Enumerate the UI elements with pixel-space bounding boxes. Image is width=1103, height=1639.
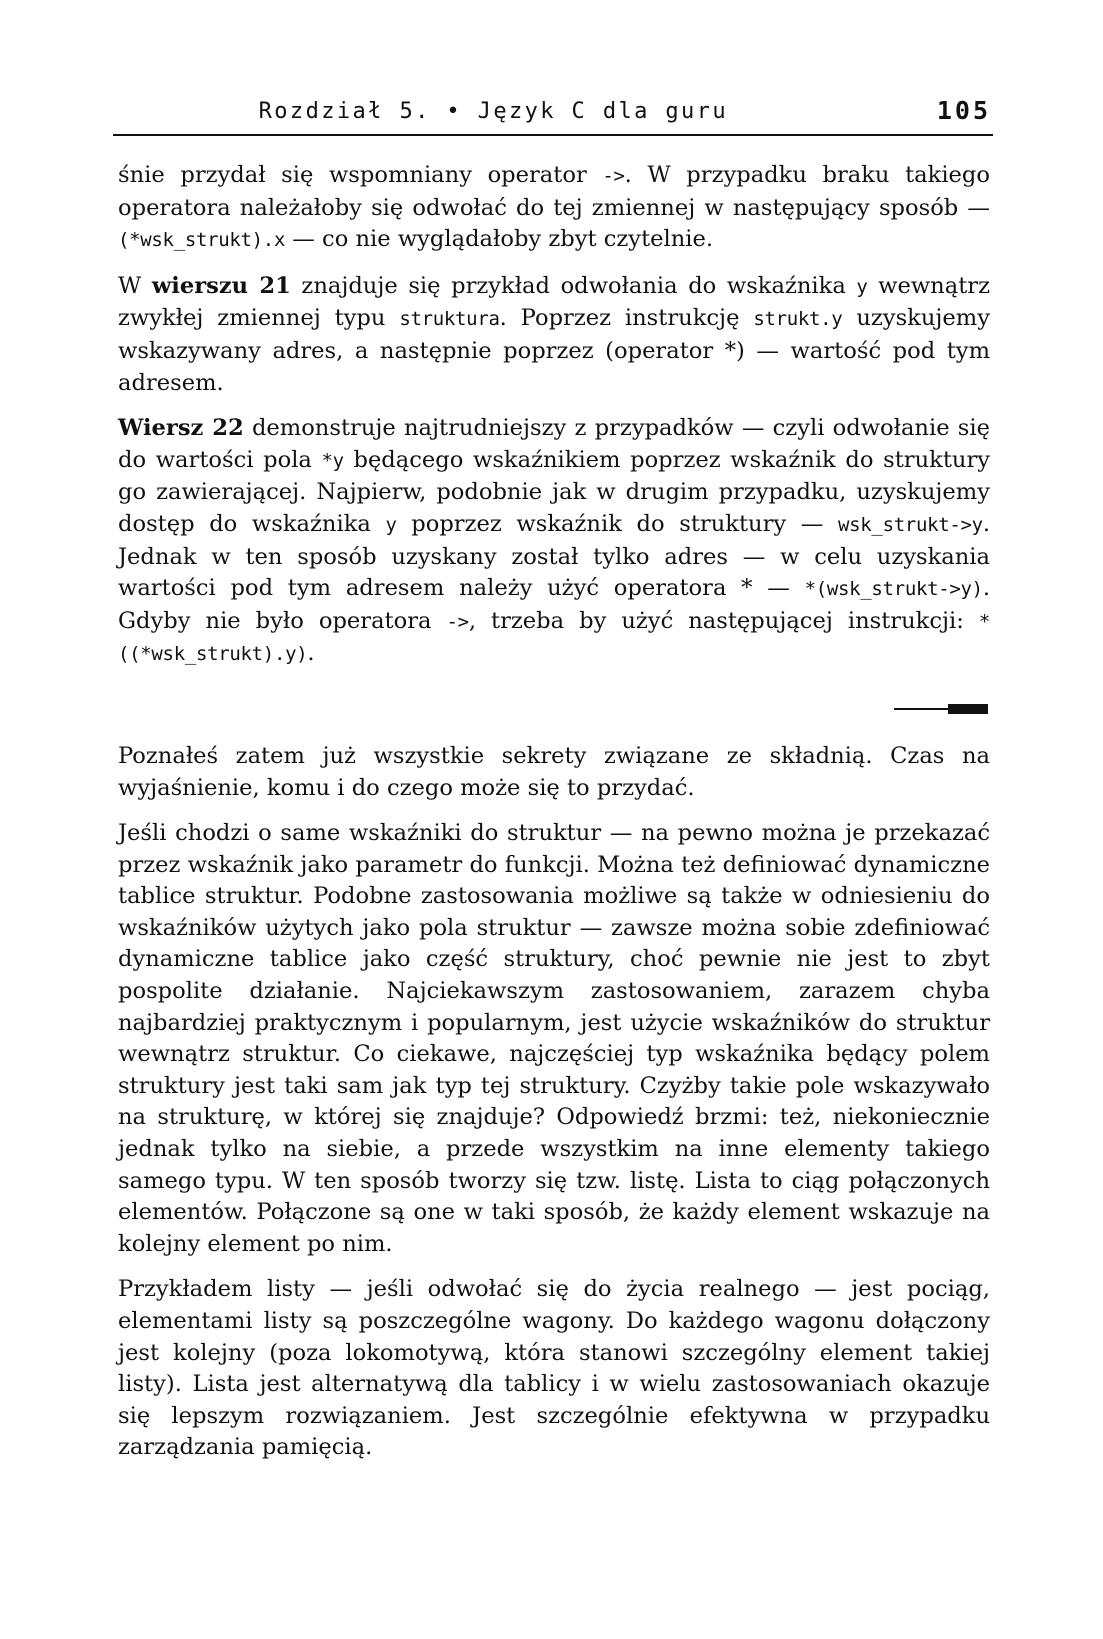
text-run: W xyxy=(118,272,152,299)
text-run: , trzeba by użyć następującej instrukcji: xyxy=(468,607,979,634)
inline-code: -> xyxy=(446,610,469,633)
end-marker-line xyxy=(894,708,948,710)
section-end-marker xyxy=(118,685,990,735)
body-text xyxy=(118,160,990,1478)
text-run: . Poprzez instrukcję xyxy=(499,305,754,332)
text-run: znajduje się przykład odwołania do wskaźnika xyxy=(290,272,857,299)
inline-code: *(wsk_strukt->y) xyxy=(804,578,983,601)
inline-code: -> xyxy=(602,165,625,187)
text-run: będącego wskaźnikiem poprzez wskaźnik do struktury go zawierającej. Najpierw, podobnie jak w drugim przypadku, uzyskujemy dostęp do wskaźnika xyxy=(118,446,991,537)
inline-code: strukt.y xyxy=(753,308,843,331)
text-run: — co nie wyglądałoby zbyt czytelnie. xyxy=(285,226,714,253)
end-marker-block xyxy=(948,704,988,714)
inline-code: *((*wsk_strukt).y) xyxy=(118,610,990,666)
text-run: wewnątrz zwykłej zmiennej typu xyxy=(118,272,990,332)
paragraph-line-22 xyxy=(118,413,990,671)
inline-code: wsk_strukt->y xyxy=(838,513,983,536)
paragraph-line-21 xyxy=(118,271,990,399)
text-run: . Jednak w ten sposób uzyskany został tylko adres — w celu uzyskania wartości pod tym adresem należy użyć operatora * — xyxy=(118,510,991,602)
text-run: poprzez wskaźnik do struktury — xyxy=(396,510,839,537)
paragraph-operator-arrow xyxy=(118,160,990,257)
text-run: . xyxy=(307,640,315,667)
page-number: 105 xyxy=(936,96,991,125)
inline-code: *y xyxy=(321,449,344,472)
chapter-title: Rozdział 5. • Język C dla guru xyxy=(258,99,728,124)
inline-code: struktura xyxy=(399,308,500,331)
paragraph-struct-pointers: Jeśli chodzi o same wskaźniki do struktur — na pewno można je przekazać przez wskaźnik jako parametr do funkcji. Można też definiować dynamiczne tablice struktur. Podobne zastosowania możliwe są także w odniesieniu do wskaźników użytych jako pola struktur — zawsze można sobie zdefiniować dynamiczne tablice jako część struktury, choć pewnie nie jest to zbyt pospolite działanie. Najciekawszym zastosowaniem, zarazem chyba najbardziej praktycznym i popularnym, jest użycie wskaźników do struktur wewnątrz struktur. Co ciekawe, najczęściej typ wskaźnika będący polem struktury jest taki sam jak typ tej struktury. Czyżby takie pole wskazywało na strukturę, w której się znajduje? Odpowiedź brzmi: też, niekoniecznie jednak tylko na siebie, a przede wszystkim na inne elementy takiego samego typu. W ten sposób tworzy się tzw. listę. Lista to ciąg połączonych elementów. Połączone są one w taki sposób, że każdy element wskazuje na kolejny element po nim. xyxy=(118,820,990,1257)
text-run: uzyskujemy wskazywany adres, a następnie poprzez (operator *) — wartość pod tym adresem. xyxy=(118,305,990,396)
inline-code: (*wsk_strukt).x xyxy=(118,229,286,252)
bold-term: wierszu 21 xyxy=(151,272,291,299)
text-run: śnie przydał się wspomniany operator xyxy=(118,162,603,188)
text-run: . W przypadku braku takiego operatora należałoby się odwołać do tej zmiennej w następujący sposób — xyxy=(118,162,990,221)
text-run: . Gdyby nie było operatora xyxy=(118,575,990,634)
text-run: demonstruje najtrudniejszy z przypadków — czyli odwołanie się do wartości pola xyxy=(118,415,990,473)
bold-term: Wiersz 22 xyxy=(118,415,244,442)
paragraph-list-example: Przykładem listy — jeśli odwołać się do życia realnego — jest pociąg, elementami listy są poszczególne wagony. Do każdego wagonu dołączony jest kolejny (poza lokomotywą, która stanowi szczególny element takiej listy). Lista jest alternatywą dla tablicy i w wielu zastosowaniach okazuje się lepszym rozwiązaniem. Jest szczególnie efektywna w przypadku zarządzania pamięcią. xyxy=(118,1276,990,1461)
paragraph-summary: Poznałeś zatem już wszystkie sekrety związane ze składnią. Czas na wyjaśnienie, komu i do czego może się to przydać. xyxy=(118,742,990,801)
inline-code: y xyxy=(856,275,868,298)
running-header xyxy=(113,94,993,136)
inline-code: y xyxy=(385,513,397,536)
